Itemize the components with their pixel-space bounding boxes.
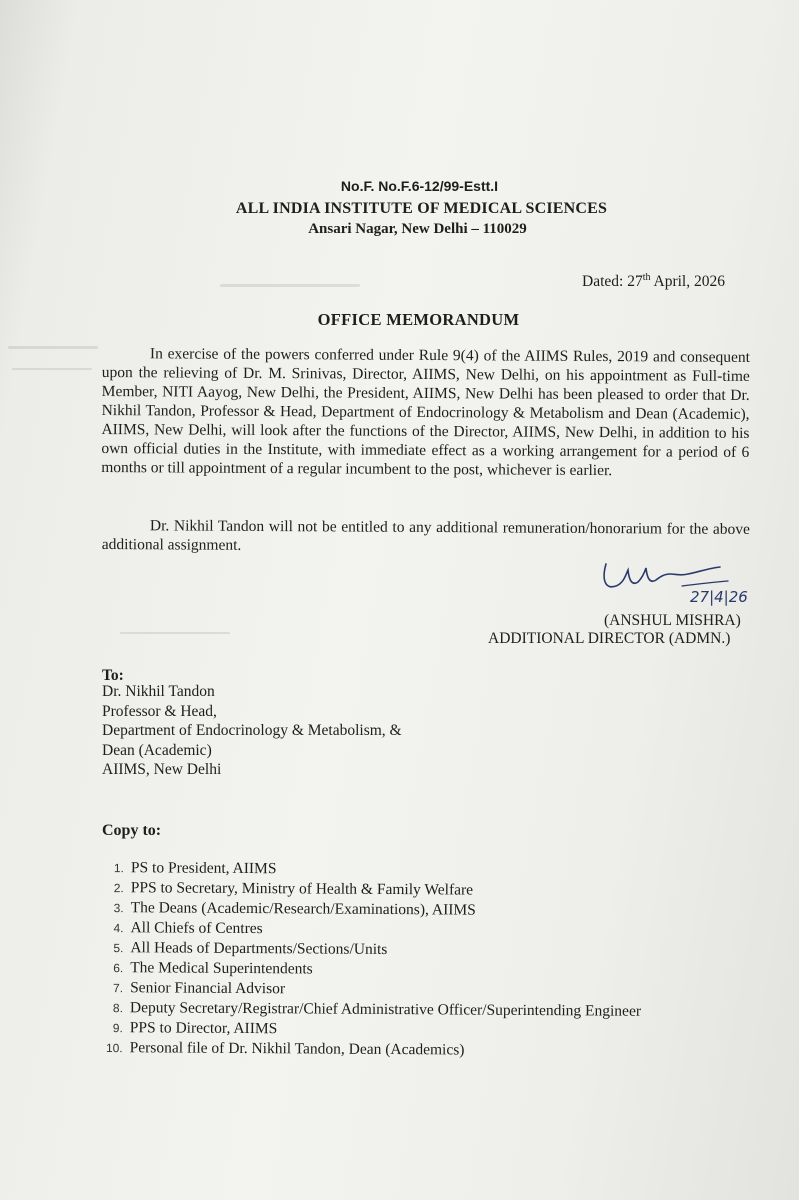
bleed-mark bbox=[220, 284, 360, 287]
signatory-name: (ANSHUL MISHRA) bbox=[604, 612, 741, 629]
address-line: Dr. Nikhil Tandon bbox=[102, 683, 215, 700]
address-line: Department of Endocrinology & Metabolism, & bbox=[102, 722, 402, 739]
list-item: 7. Senior Financial Advisor bbox=[113, 979, 286, 998]
bleed-mark bbox=[12, 368, 92, 370]
copy-to-label: Copy to: bbox=[102, 822, 162, 839]
bleed-mark bbox=[8, 346, 98, 349]
body-paragraph-1: In exercise of the powers conferred under Rule 9(4) of the AIIMS Rules, 2019 and consequent upon the relieving of Dr. M. Srinivas, Director, AIIMS, New Delhi, on his appointment as Full-time Member, NITI Aayog, New Delhi, the President, AIIMS, New Delhi has been pleased to order that Dr. Nikhil Tandon, Professor & Head, Department of Endocrinology & Metabolism and Dean (Academic), AIIMS, New Delhi, will look after the functions of the Director, AIIMS, New Delhi, in addition to his own official duties in the Institute, with immediate effect as a working arrangement for a period of 6 months or till appointment of a regular incumbent to the post, whichever is earlier. bbox=[101, 345, 750, 480]
recipient-address bbox=[102, 682, 402, 780]
list-item: 8. Deputy Secretary/Registrar/Chief Administrative Officer/Superintending Engineer bbox=[112, 999, 642, 1020]
body-paragraph-2: Dr. Nikhil Tandon will not be entitled to any additional remuneration/honorarium for the above additional assignment. bbox=[101, 517, 750, 554]
list-item: 2. PPS to Secretary, Ministry of Health & Family Welfare bbox=[113, 879, 474, 899]
signatory-designation: ADDITIONAL DIRECTOR (ADMN.) bbox=[488, 630, 731, 647]
list-item: 5. All Heads of Departments/Sections/Units bbox=[113, 939, 388, 959]
list-item: 3. The Deans (Academic/Research/Examinations), AIIMS bbox=[113, 899, 476, 919]
copy-to-list bbox=[99, 858, 642, 1062]
file-number: No.F. No.F.6-12/99-Estt.I bbox=[340, 178, 499, 194]
list-item: 4. All Chiefs of Centres bbox=[113, 919, 263, 938]
institute-address: Ansari Nagar, New Delhi – 110029 bbox=[308, 221, 527, 237]
address-line: Dean (Academic) bbox=[102, 741, 212, 759]
bleed-mark bbox=[120, 632, 230, 634]
list-item: 1. PS to President, AIIMS bbox=[113, 859, 277, 878]
handwritten-signature bbox=[598, 552, 768, 612]
memo-date: Dated: 27th April, 2026 bbox=[582, 272, 725, 291]
memo-title: OFFICE MEMORANDUM bbox=[317, 310, 520, 329]
list-item: 10. Personal file of Dr. Nikhil Tandon, Dean (Academics) bbox=[105, 1039, 465, 1059]
to-label: To: bbox=[102, 667, 124, 684]
list-item: 6. The Medical Superintendents bbox=[113, 959, 313, 978]
signature-date: 27|4|26 bbox=[690, 588, 748, 606]
list-item: 9. PPS to Director, AIIMS bbox=[112, 1019, 278, 1038]
address-line: Professor & Head, bbox=[102, 702, 217, 720]
address-line: AIIMS, New Delhi bbox=[102, 761, 222, 778]
institute-name: ALL INDIA INSTITUTE OF MEDICAL SCIENCES bbox=[235, 200, 608, 217]
